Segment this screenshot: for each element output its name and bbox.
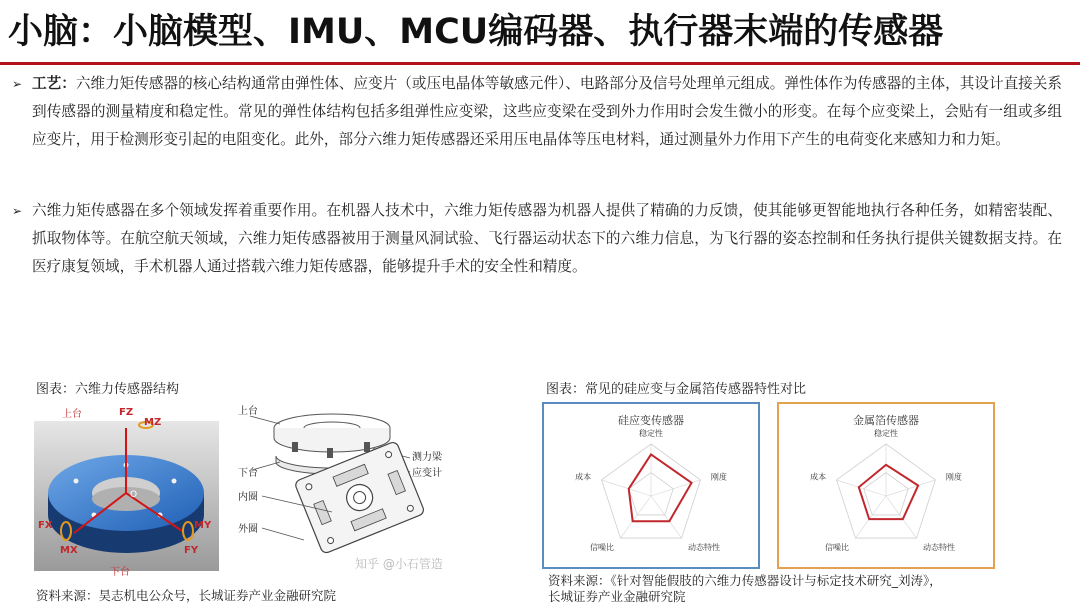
radar-axis-line <box>620 496 651 538</box>
radar-axis-line <box>602 480 651 496</box>
arrow-bullet-icon: ➢ <box>12 204 23 218</box>
radar-axis-label: 稳定性 <box>874 429 898 438</box>
paragraph-process-body: 六维力矩传感器的核心结构通常由弹性体、应变片（或压电晶体等敏感元件）、电路部分及信号处理单元组成。弹性体作为传感器的主体，其设计直接关系到传感器的测量精度和稳定性。常见的弹性体结构包括多组弹性应变梁，这些应变梁在受到外力作用时会发生微小的形变。在每个应变梁上，会贴有一组或多组应变片，用于检测形变引起的电阻变化。此外，部分六维力矩传感器还采用压电晶体等压电材料，通过测量外力作用下产生的电荷变化来感知力和力矩。 <box>32 75 1062 148</box>
title-rule <box>0 62 1080 65</box>
label-bottom-plate-2: 下台 <box>238 468 258 479</box>
figure-left-source: 资料来源：昊志机电公众号，长城证券产业金融研究院 <box>36 588 337 603</box>
radar-axis-line <box>886 496 917 538</box>
paragraph-applications <box>12 197 1062 281</box>
radar-axis-label: 信噪比 <box>824 542 849 552</box>
radar-axis-label: 动态特性 <box>923 542 956 552</box>
radar-axis-line <box>855 496 886 538</box>
label-mz: MZ <box>144 417 162 428</box>
paragraph-applications-body: 六维力矩传感器在多个领域发挥着重要作用。在机器人技术中，六维力矩传感器为机器人提供了精确的力反馈，使其能够更智能地执行各种任务，如精密装配、抓取物体等。在航空航天领域，六维力矩传感器被用于测量风洞试验、飞行器运动状态下的六维力信息，为飞行器的姿态控制和任务执行提供关键数据支持。在医疗康复领域，手术机器人通过搭载六维力矩传感器，能够提升手术的安全性和精度。 <box>32 202 1062 275</box>
label-inner-ring: 内圈 <box>238 492 258 503</box>
radar-box-metal <box>777 402 995 569</box>
label-bottom-plate: 下台 <box>110 567 130 578</box>
radar-series-shape <box>629 454 692 521</box>
paragraph-process-text <box>32 70 1062 154</box>
radar-axis-line <box>651 480 700 496</box>
label-origin: O <box>130 490 138 500</box>
figure-left-caption: 图表：六维力传感器结构 <box>36 382 180 397</box>
sensor-ring-illustration <box>34 403 219 578</box>
label-fz: FZ <box>119 407 134 418</box>
figure-right-source-line1: 资料来源：《针对智能假肢的六维力传感器设计与标定技术研究_刘涛》， <box>548 573 942 588</box>
label-top-plate: 上台 <box>62 409 82 420</box>
arrow-bullet-icon: ➢ <box>12 77 23 91</box>
radar-box-silicon <box>542 402 760 569</box>
label-strain-gauge: 应变计 <box>412 468 442 479</box>
label-mx: MX <box>60 545 78 556</box>
paragraph-process-label: 工艺： <box>32 75 76 92</box>
paragraph-process <box>12 70 1062 154</box>
radar-chart-silicon <box>544 404 758 567</box>
radar-axis-line <box>651 496 682 538</box>
radar-axis-line <box>886 480 935 496</box>
radar-axis-label: 刚度 <box>945 472 962 482</box>
figure-right-source-line2: 长城证券产业金融研究院 <box>548 589 686 604</box>
label-fx: FX <box>38 520 53 531</box>
radar-title-metal: 金属箔传感器 <box>853 414 919 427</box>
radar-axis-label: 成本 <box>810 472 827 482</box>
label-top-plate-2: 上台 <box>238 406 258 417</box>
label-outer-ring: 外圈 <box>238 524 258 535</box>
label-my: MY <box>194 520 212 531</box>
radar-chart-metal <box>779 404 993 567</box>
figure-right-caption: 图表：常见的硅应变与金属箔传感器特性对比 <box>546 382 807 397</box>
radar-axis-label: 动态特性 <box>688 542 721 552</box>
radar-series-shape <box>859 465 918 519</box>
radar-axis-label: 成本 <box>575 472 592 482</box>
radar-axis-label: 稳定性 <box>639 429 663 438</box>
label-fy: FY <box>184 545 199 556</box>
page-title: 小脑：小脑模型、IMU、MCU编码器、执行器末端的传感器 <box>8 12 944 52</box>
watermark: 知乎 @小石管造 <box>355 557 443 571</box>
radar-title-silicon: 硅应变传感器 <box>618 414 684 427</box>
sensor-exploded-diagram <box>232 400 462 580</box>
radar-axis-label: 信噪比 <box>589 542 614 552</box>
label-beam: 测力梁 <box>412 452 442 463</box>
radar-axis-label: 刚度 <box>710 472 727 482</box>
